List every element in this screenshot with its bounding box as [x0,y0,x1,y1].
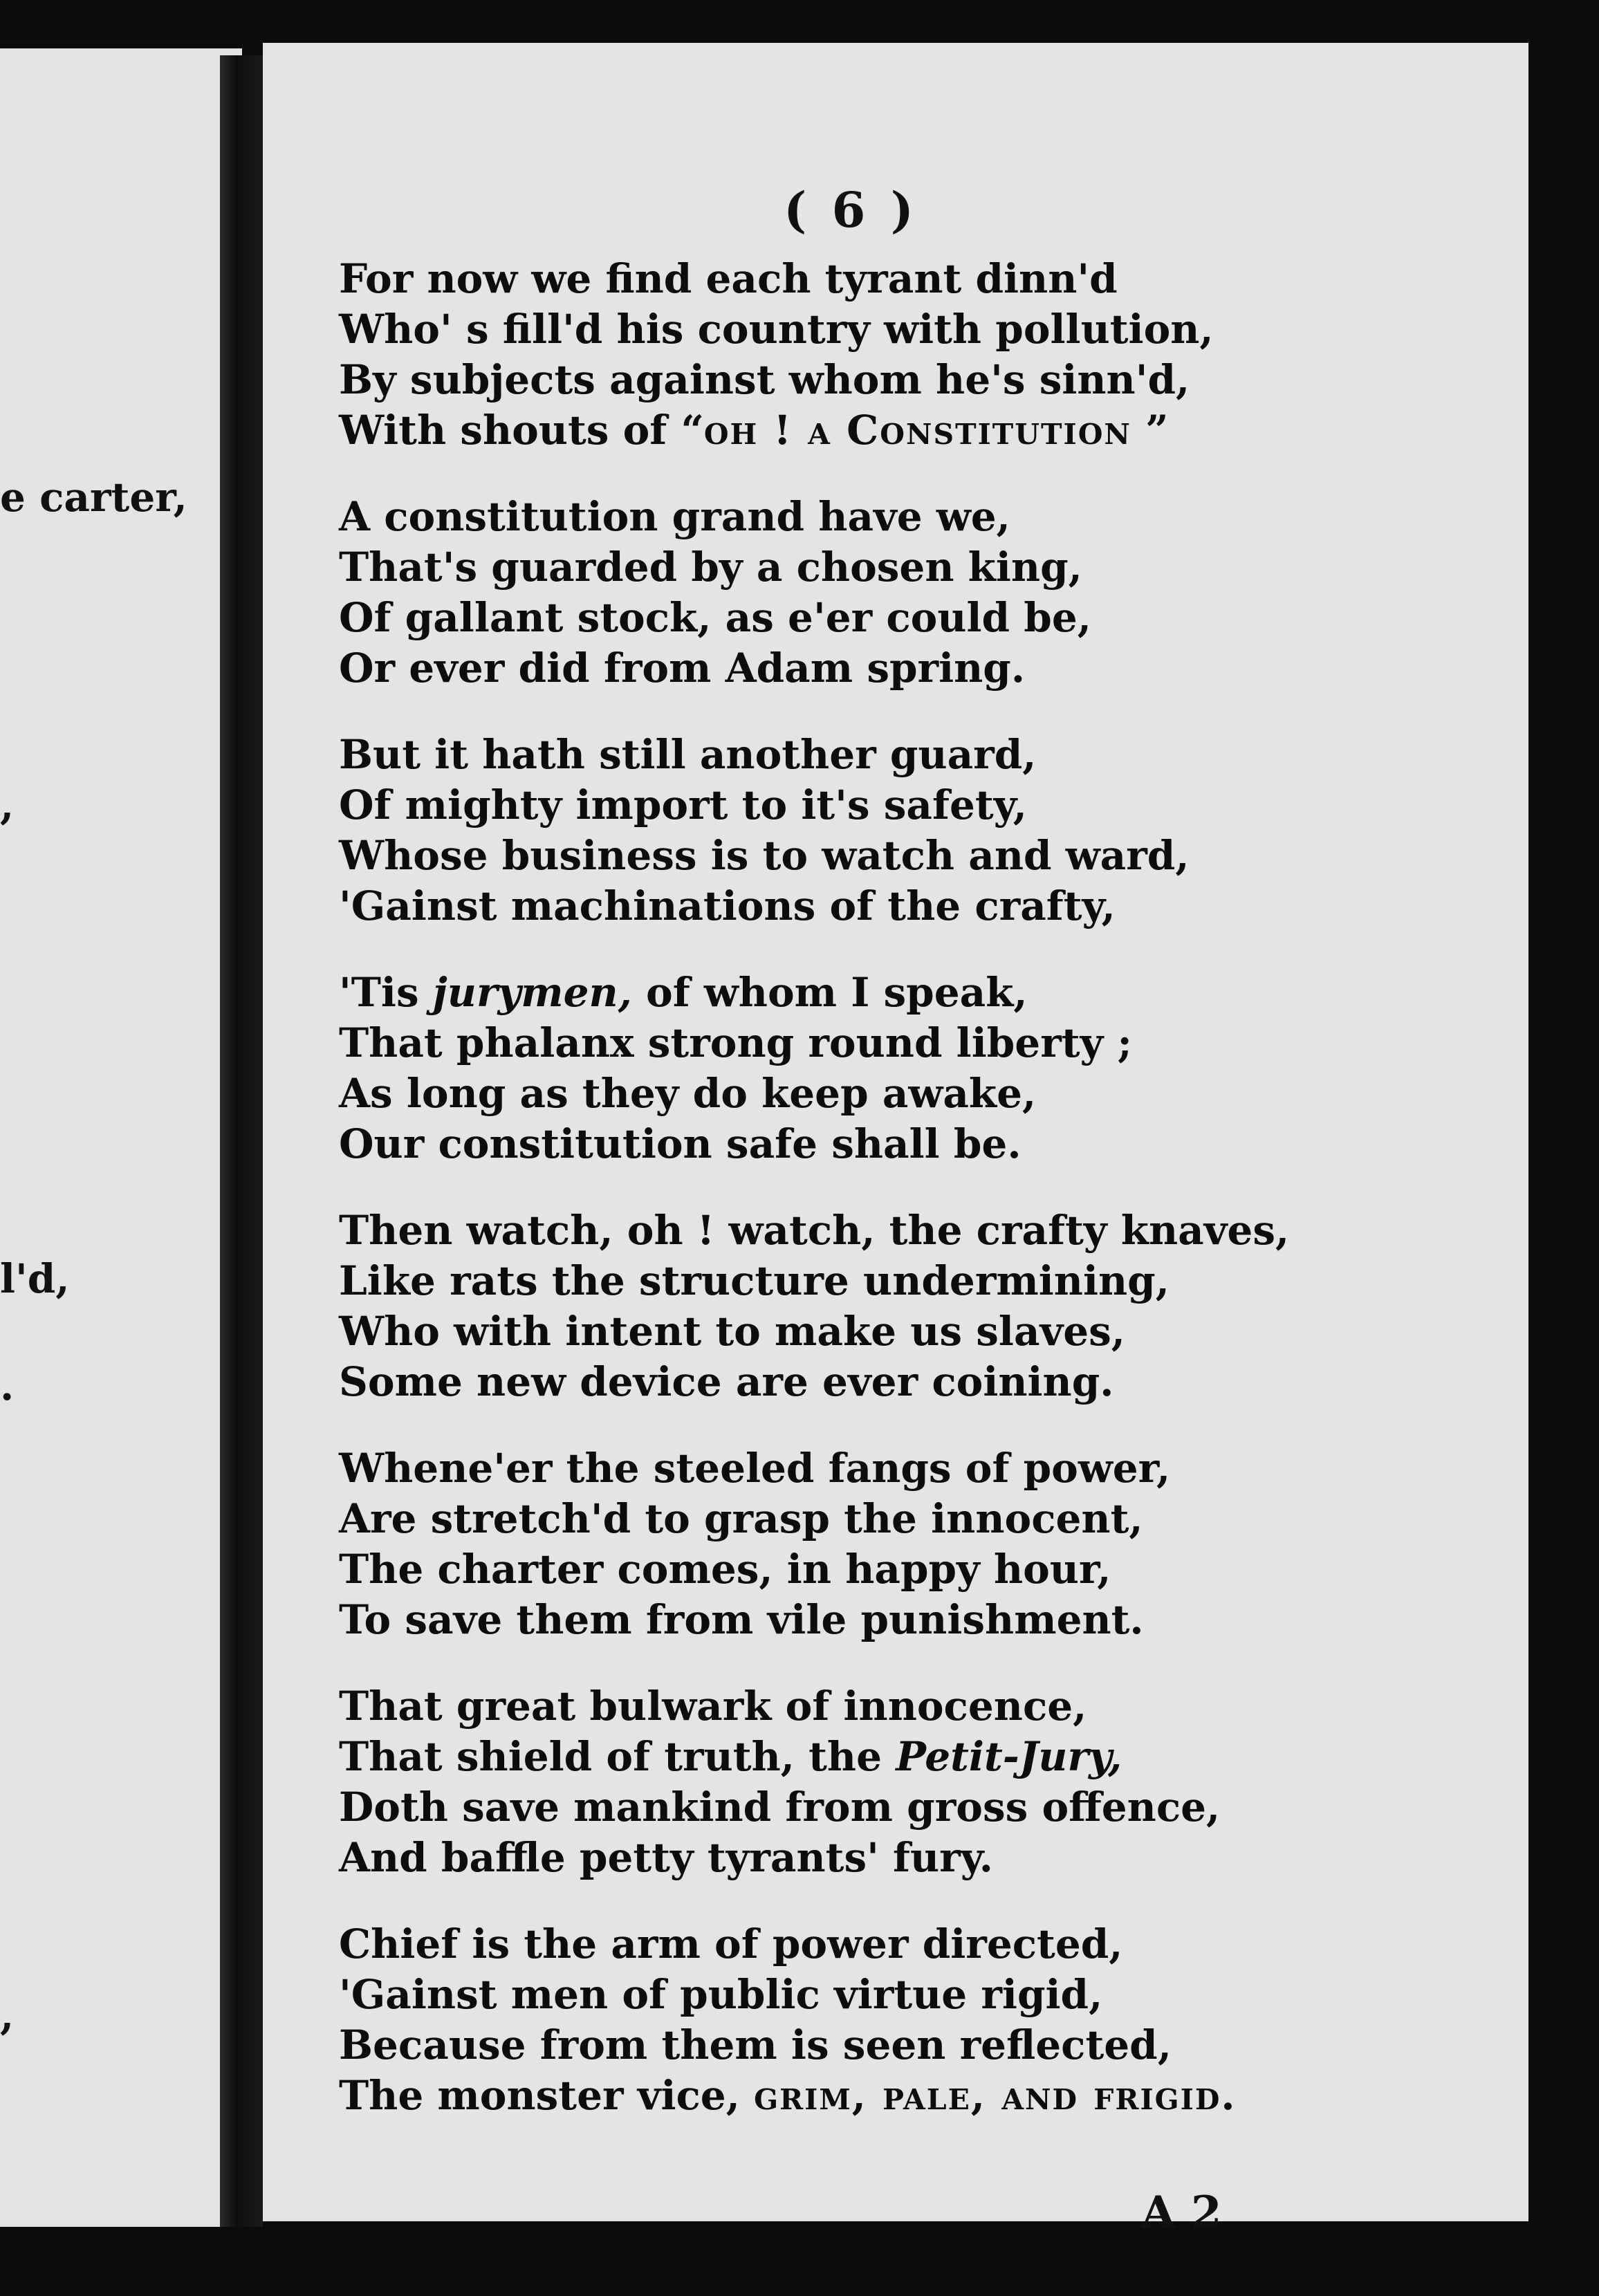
poem-line: Then watch, oh ! watch, the crafty knaves, [339,1207,1290,1254]
stanza [339,492,1376,694]
signature-mark: A 2 [1141,2187,1222,2239]
poem-line-text: of whom I speak, [631,969,1028,1016]
poem-line-text: . [1221,2072,1235,2119]
poem-line: By subjects against whom he's sinn'd, [339,356,1190,403]
poem-line: But it hath still another guard, [339,731,1037,778]
left-page-fragment: e carter, [0,474,187,521]
stanza [339,968,1376,1169]
left-page-fragment: l'd, [0,1255,70,1302]
poem-line: To save them from vile punishment. [339,1596,1144,1643]
page-gutter [220,55,263,2227]
poem-line: As long as they do keep awake, [339,1070,1037,1117]
small-caps-text: grim, pale, and frigid [754,2072,1221,2119]
poem-line [339,405,1376,456]
poem-line: That's guarded by a chosen king, [339,544,1082,591]
italic-text: Petit-Jury, [896,1733,1122,1780]
poem-line [339,968,1376,1018]
poem-line: Some new device are ever coining. [339,1358,1114,1405]
poem-line: Chief is the arm of power directed, [339,1920,1123,1968]
left-page-fragment: , [0,781,15,828]
left-page-fragment: , [0,1992,15,2039]
poem-line: Of gallant stock, as e'er could be, [339,594,1091,641]
poem-line: Whose business is to watch and ward, [339,832,1190,879]
poem-line: 'Gainst machinations of the crafty, [339,882,1116,929]
poem-line: Doth save mankind from gross offence, [339,1784,1221,1831]
poem-line: Because from them is seen reflected, [339,2021,1172,2068]
left-page [0,48,242,2227]
stanza [339,1919,1376,2121]
poem-line: 'Gainst men of public virtue rigid, [339,1971,1103,2018]
poem-line: Who with intent to make us slaves, [339,1308,1125,1355]
poem-line: Like rats the structure undermining, [339,1257,1170,1304]
poem-line-text: With shouts of “ [339,407,704,454]
poem-line [339,2071,1376,2121]
poem-line: That great bulwark of innocence, [339,1683,1087,1730]
stanza [339,1205,1376,1407]
left-page-fragment: . [0,1362,15,1409]
stanza [339,1443,1376,1645]
poem-line [339,1732,1376,1782]
poem-line: For now we find each tyrant dinn'd [339,255,1118,302]
poem-line: Or ever did from Adam spring. [339,645,1026,692]
poem-line: Are stretch'd to grasp the innocent, [339,1495,1143,1542]
stanza [339,254,1376,456]
poem-line: A constitution grand have we, [339,493,1010,540]
poem-line-text: 'Tis [339,969,433,1016]
poem-line-text: That shield of truth, the [339,1733,896,1780]
poem-line-text: The monster vice, [339,2072,755,2119]
stanza [339,730,1376,932]
poem-line: Of mighty import to it's safety, [339,781,1027,828]
poem-line-text: ” [1131,407,1169,454]
poem-line: That phalanx strong round liberty ; [339,1019,1132,1066]
small-caps-text: oh ! a Constitution [703,407,1131,454]
italic-text: jurymen, [432,969,632,1016]
page-number: ( 6 ) [784,181,918,239]
poem [339,254,1376,2157]
poem-line: The charter comes, in happy hour, [339,1546,1111,1593]
right-page [263,43,1528,2239]
stanza [339,1681,1376,1883]
poem-line: And baffle petty tyrants' fury. [339,1834,993,1881]
poem-line: Our constitution safe shall be. [339,1120,1022,1167]
poem-line: Whene'er the steeled fangs of power, [339,1445,1171,1492]
poem-line: Who' s fill'd his country with pollution, [339,306,1214,353]
